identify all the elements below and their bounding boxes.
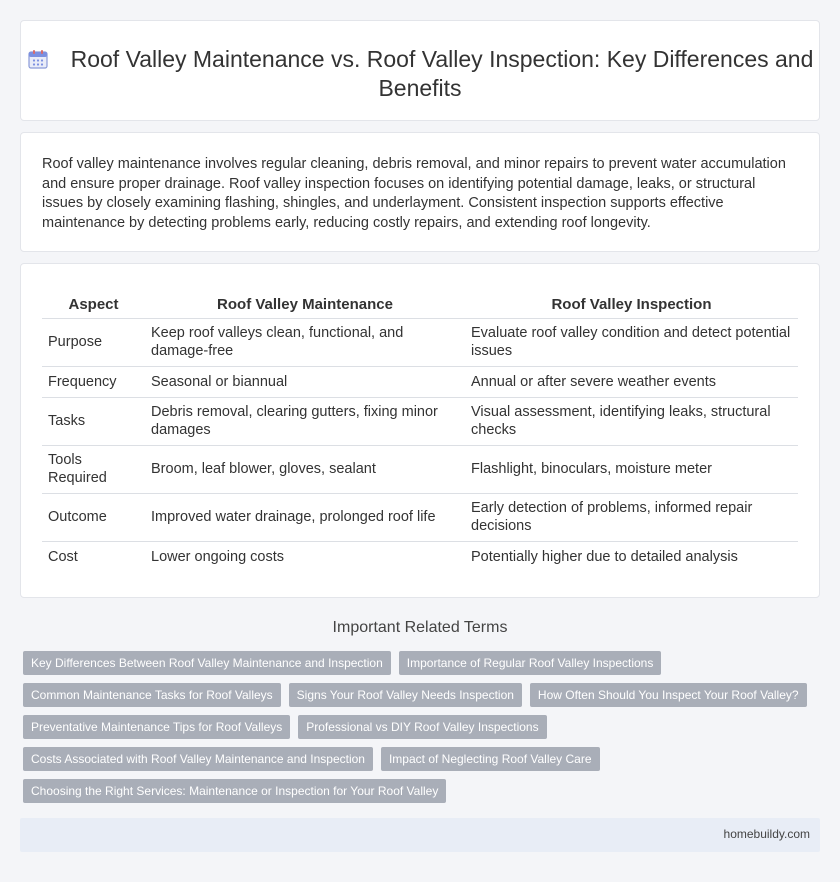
table-row xyxy=(42,318,798,366)
related-terms-list xyxy=(23,651,813,811)
intro-paragraph: Roof valley maintenance involves regular cleaning, debris removal, and minor repairs to prevent water accumulation and ensure proper drainage. Roof valley inspection focuses on identifying potential damage, leaks, or structural issues by closely examining flashing, shingles, and underlayment. Consistent inspection supports effective maintenance by detecting problems early, reducing costly repairs, and extending roof longevity. xyxy=(42,156,786,231)
related-term-tag[interactable]: Impact of Neglecting Roof Valley Care xyxy=(381,747,600,771)
related-term-tag[interactable]: Common Maintenance Tasks for Roof Valleys xyxy=(23,683,281,707)
header-inspection: Roof Valley Inspection xyxy=(465,292,798,318)
header-maintenance: Roof Valley Maintenance xyxy=(145,292,465,318)
table-cell: Flashlight, binoculars, moisture meter xyxy=(465,445,798,493)
tag-row xyxy=(23,683,813,707)
table-cell: Improved water drainage, prolonged roof life xyxy=(145,493,465,541)
table-cell: Keep roof valleys clean, functional, and damage-free xyxy=(145,318,465,366)
tag-row xyxy=(23,651,813,675)
related-term-tag[interactable]: Professional vs DIY Roof Valley Inspections xyxy=(298,715,546,739)
table-cell: Tools Required xyxy=(42,445,145,493)
table-cell: Potentially higher due to detailed analysis xyxy=(471,548,738,565)
table-cell: Outcome xyxy=(42,493,145,541)
related-term-tag[interactable]: How Often Should You Inspect Your Roof Valley? xyxy=(530,683,807,707)
table-cell: Broom, leaf blower, gloves, sealant xyxy=(145,445,465,493)
table-row xyxy=(42,366,798,397)
related-term-tag[interactable]: Importance of Regular Roof Valley Inspections xyxy=(399,651,662,675)
comparison-table xyxy=(42,292,798,572)
table-cell: Tasks xyxy=(42,397,145,445)
related-term-tag[interactable]: Preventative Maintenance Tips for Roof Valleys xyxy=(23,715,290,739)
table-cell: Seasonal or biannual xyxy=(145,366,465,397)
related-terms-title: Important Related Terms xyxy=(332,619,508,636)
table-header-row xyxy=(42,292,798,318)
intro-card xyxy=(20,132,820,252)
table-cell: Annual or after severe weather events xyxy=(465,366,798,397)
related-term-tag[interactable]: Signs Your Roof Valley Needs Inspection xyxy=(289,683,522,707)
related-term-tag[interactable]: Choosing the Right Services: Maintenance or Inspection for Your Roof Valley xyxy=(23,779,446,803)
tag-row xyxy=(23,715,813,739)
comparison-card xyxy=(20,263,820,598)
table-cell: Lower ongoing costs xyxy=(151,548,284,565)
tag-row xyxy=(23,747,813,771)
table-cell: Frequency xyxy=(42,366,145,397)
title-card xyxy=(20,20,820,121)
table-row xyxy=(42,493,798,541)
table-cell: Cost xyxy=(48,548,78,565)
table-row xyxy=(42,445,798,493)
page-title: Roof Valley Maintenance vs. Roof Valley Inspection: Key Differences and Benefits xyxy=(70,46,814,101)
table-cell: Debris removal, clearing gutters, fixing minor damages xyxy=(145,397,465,445)
tag-row xyxy=(23,779,813,803)
table-row xyxy=(42,541,798,572)
table-cell: Purpose xyxy=(42,318,145,366)
table-row xyxy=(42,397,798,445)
footer xyxy=(20,818,820,852)
page-title-wrap xyxy=(21,45,819,103)
table-cell: Evaluate roof valley condition and detect potential issues xyxy=(465,318,798,366)
table-cell: Visual assessment, identifying leaks, structural checks xyxy=(465,397,798,445)
footer-site-link[interactable]: homebuildy.com xyxy=(723,827,810,841)
related-term-tag[interactable]: Key Differences Between Roof Valley Maintenance and Inspection xyxy=(23,651,391,675)
table-cell: Early detection of problems, informed repair decisions xyxy=(465,493,798,541)
related-term-tag[interactable]: Costs Associated with Roof Valley Maintenance and Inspection xyxy=(23,747,373,771)
calendar-icon xyxy=(27,48,49,70)
header-aspect: Aspect xyxy=(42,292,145,318)
